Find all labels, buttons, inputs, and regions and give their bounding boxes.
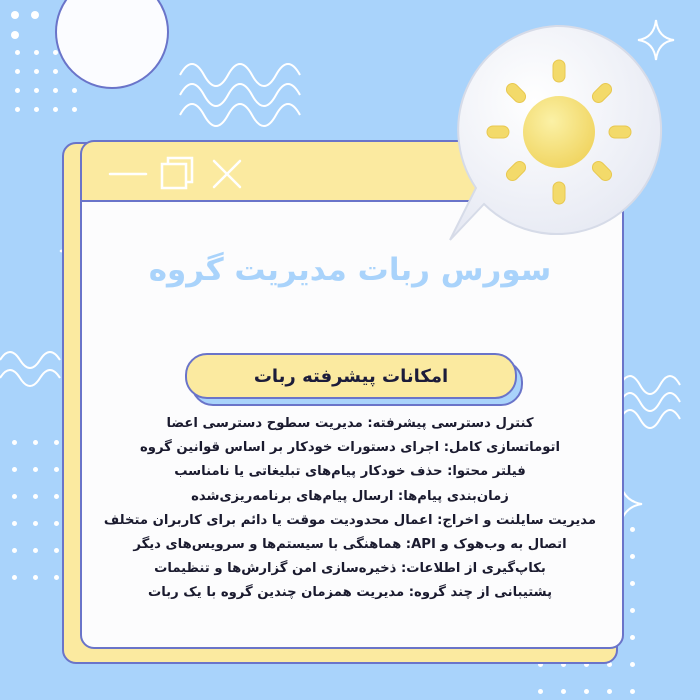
section-badge-label: امکانات پیشرفته ربات: [253, 365, 449, 387]
list-item: زمان‌بندی پیام‌ها: ارسال پیام‌های برنامه‌ریزی‌شده: [191, 488, 509, 504]
list-item: پشتیبانی از چند گروه: مدیریت همزمان چندین گروه با یک ربات: [147, 585, 553, 601]
page-title: سورس ربات مدیریت گروه: [148, 252, 552, 288]
list-item: فیلتر محتوا: حذف خودکار پیام‌های تبلیغاتی یا نامناسب: [174, 464, 526, 480]
list-item: اتوماتسازی کامل: اجرای دستورات خودکار بر اساس قوانین گروه: [139, 440, 561, 456]
close-icon[interactable]: [210, 158, 244, 190]
maximize-icon[interactable]: [158, 155, 198, 191]
minimize-icon[interactable]: [108, 164, 148, 184]
list-item: کنترل دسترسی پیشرفته: مدیریت سطوح دسترسی اعضا: [166, 416, 534, 431]
list-item: مدیریت سایلنت و اخراج: اعمال محدودیت موقت یا دائم برای کاربران متخلف: [103, 512, 597, 528]
section-badge: [185, 353, 517, 399]
list-item: اتصال به وب‌هوک و API: هماهنگی با سیستم‌ها و سرویس‌های دیگر: [133, 537, 567, 553]
list-item: بکاپ‌گیری از اطلاعات: ذخیره‌سازی امن گزارش‌ها و تنظیمات: [154, 561, 546, 577]
feature-list: [80, 412, 620, 606]
sun-icon: [442, 18, 670, 246]
